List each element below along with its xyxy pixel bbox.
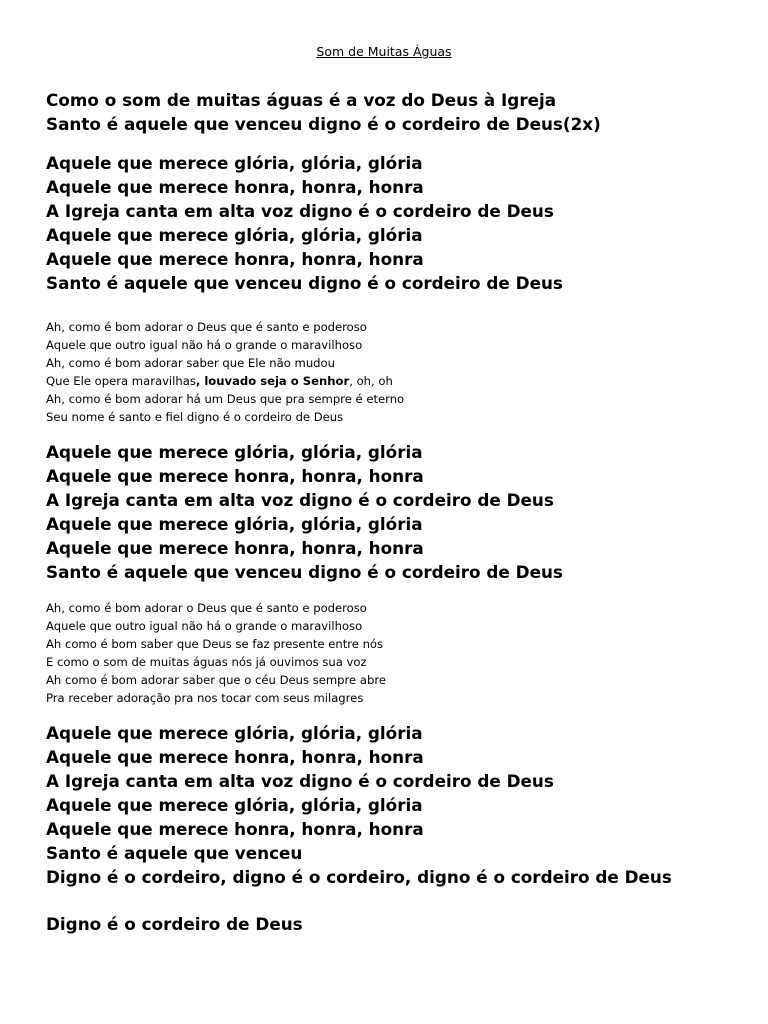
verse-line-text: , oh, oh: [349, 374, 393, 388]
verse-block-2: [46, 599, 386, 707]
verse-line: Seu nome é santo e fiel digno é o cordeiro de Deus: [46, 410, 344, 424]
song-title: Som de Muitas Águas: [316, 44, 452, 59]
intro-line: Santo é aquele que venceu digno é o cordeiro de Deus(2x): [46, 114, 601, 134]
intro-block: [46, 88, 601, 136]
chorus-line: Aquele que merece honra, honra, honra: [46, 538, 424, 558]
verse-line: Ah como é bom adorar saber que o céu Deus sempre abre: [46, 673, 386, 687]
chorus-line: Aquele que merece glória, glória, glória: [46, 723, 423, 743]
verse-block-1: [46, 318, 404, 426]
chorus-line: A Igreja canta em alta voz digno é o cordeiro de Deus: [46, 771, 554, 791]
ending-block: [46, 912, 303, 936]
verse-line-text: Que Ele opera maravilhas: [46, 374, 196, 388]
ending-line: Digno é o cordeiro de Deus: [46, 914, 303, 934]
verse-line: [46, 372, 404, 390]
chorus-line: Aquele que merece honra, honra, honra: [46, 466, 424, 486]
verse-line: Pra receber adoração pra nos tocar com seus milagres: [46, 691, 364, 705]
chorus-line: Aquele que merece glória, glória, glória: [46, 153, 423, 173]
chorus-line: Digno é o cordeiro, digno é o cordeiro, digno é o cordeiro de Deus: [46, 867, 672, 887]
chorus-line: Aquele que merece honra, honra, honra: [46, 249, 424, 269]
chorus-line: Aquele que merece honra, honra, honra: [46, 747, 424, 767]
verse-line: Ah como é bom saber que Deus se faz presente entre nós: [46, 637, 384, 651]
chorus-line: A Igreja canta em alta voz digno é o cordeiro de Deus: [46, 490, 554, 510]
chorus-line: Aquele que merece glória, glória, glória: [46, 442, 423, 462]
verse-line: Ah, como é bom adorar saber que Ele não mudou: [46, 356, 335, 370]
chorus-block-1: [46, 151, 563, 295]
chorus-line: Aquele que merece glória, glória, glória: [46, 225, 423, 245]
chorus-line: Aquele que merece honra, honra, honra: [46, 819, 424, 839]
chorus-line: Aquele que merece glória, glória, glória: [46, 795, 423, 815]
chorus-line: Santo é aquele que venceu digno é o cordeiro de Deus: [46, 562, 563, 582]
verse-line: E como o som de muitas águas nós já ouvimos sua voz: [46, 655, 367, 669]
intro-line: Como o som de muitas águas é a voz do Deus à Igreja: [46, 90, 557, 110]
chorus-block-3: [46, 721, 672, 889]
chorus-line: Santo é aquele que venceu: [46, 843, 303, 863]
chorus-block-2: [46, 440, 563, 584]
verse-line: Ah, como é bom adorar há um Deus que pra sempre é eterno: [46, 392, 405, 406]
verse-line-bold-text: , louvado seja o Senhor: [195, 374, 350, 388]
verse-line: Ah, como é bom adorar o Deus que é santo e poderoso: [46, 601, 367, 615]
verse-line: Ah, como é bom adorar o Deus que é santo e poderoso: [46, 320, 367, 334]
chorus-line: Santo é aquele que venceu digno é o cordeiro de Deus: [46, 273, 563, 293]
chorus-line: A Igreja canta em alta voz digno é o cordeiro de Deus: [46, 201, 554, 221]
chorus-line: Aquele que merece glória, glória, glória: [46, 514, 423, 534]
chorus-line: Aquele que merece honra, honra, honra: [46, 177, 424, 197]
verse-line: Aquele que outro igual não há o grande o maravilhoso: [46, 619, 363, 633]
verse-line: Aquele que outro igual não há o grande o maravilhoso: [46, 338, 363, 352]
